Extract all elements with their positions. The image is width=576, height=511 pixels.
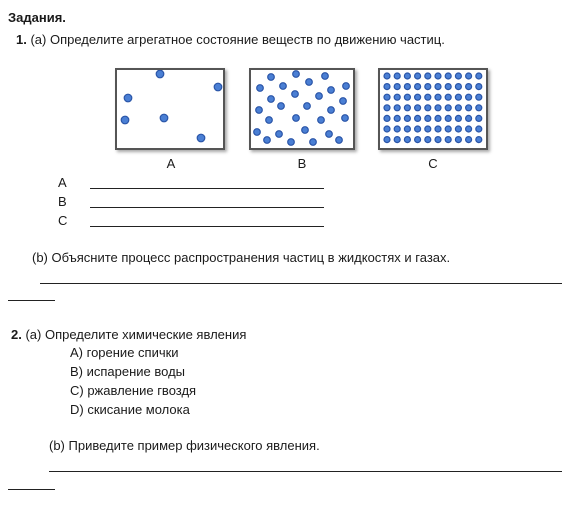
answer-label-c: C bbox=[58, 213, 68, 228]
solid-particle bbox=[384, 73, 390, 79]
answer-line-b[interactable] bbox=[90, 207, 324, 208]
solid-particle bbox=[384, 115, 390, 121]
liquid-particle bbox=[310, 139, 317, 146]
option-d: D) скисание молока bbox=[70, 402, 190, 417]
solid-particle bbox=[455, 73, 461, 79]
task2-prompt bbox=[11, 327, 246, 342]
solid-particle bbox=[384, 84, 390, 90]
solid-particle bbox=[466, 73, 472, 79]
solid-particle bbox=[445, 126, 451, 132]
solid-particle bbox=[435, 126, 441, 132]
solid-particle bbox=[445, 137, 451, 143]
solid-particle bbox=[455, 94, 461, 100]
answer-label-b: B bbox=[58, 194, 67, 209]
solid-particle bbox=[415, 73, 421, 79]
gas-particle bbox=[156, 70, 164, 78]
liquid-particle bbox=[336, 137, 343, 144]
liquid-particle bbox=[302, 127, 309, 134]
solid-particle bbox=[435, 137, 441, 143]
solid-particle bbox=[394, 94, 400, 100]
solid-particle bbox=[466, 115, 472, 121]
solid-particle bbox=[435, 105, 441, 111]
panel-c-solid bbox=[378, 68, 488, 150]
solid-particle bbox=[455, 126, 461, 132]
solid-particle bbox=[384, 137, 390, 143]
solid-particle bbox=[425, 105, 431, 111]
task1-part-a: (a) Определите агрегатное состояние веществ по движению частиц. bbox=[30, 32, 445, 47]
liquid-particle bbox=[293, 115, 300, 122]
liquid-particle bbox=[256, 107, 263, 114]
answer-line-c[interactable] bbox=[90, 226, 324, 227]
solid-particle bbox=[466, 105, 472, 111]
solid-particle bbox=[476, 94, 482, 100]
panel-label-c: C bbox=[428, 156, 438, 171]
panel-label-b: B bbox=[297, 156, 307, 171]
solid-particle bbox=[415, 115, 421, 121]
solid-particle bbox=[404, 137, 410, 143]
task2-part-b: (b) Приведите пример физического явления. bbox=[49, 438, 320, 453]
solid-particle bbox=[394, 115, 400, 121]
solid-particle bbox=[404, 126, 410, 132]
liquid-particle bbox=[328, 107, 335, 114]
page-heading: Задания. bbox=[8, 10, 66, 25]
task1-part-b: (b) Объясните процесс распространения частиц в жидкостях и газах. bbox=[32, 250, 451, 265]
solid-particle bbox=[415, 94, 421, 100]
task2-part-a: (a) Определите химические явления bbox=[25, 327, 247, 342]
task1-prompt bbox=[16, 32, 445, 47]
liquid-particles-icon bbox=[251, 70, 353, 148]
liquid-particle bbox=[266, 117, 273, 124]
solid-particle bbox=[445, 115, 451, 121]
solid-particle bbox=[394, 137, 400, 143]
answer-line-task1b-cont[interactable] bbox=[8, 300, 55, 301]
liquid-particle bbox=[278, 103, 285, 110]
answer-label-a: A bbox=[58, 175, 67, 190]
panel-label-a: A bbox=[166, 156, 176, 171]
option-a: A) горение спички bbox=[70, 345, 179, 360]
gas-particle bbox=[124, 94, 132, 102]
liquid-particle bbox=[304, 103, 311, 110]
liquid-particle bbox=[268, 74, 275, 81]
panel-a-gas bbox=[115, 68, 225, 150]
solid-particle bbox=[455, 115, 461, 121]
liquid-particle bbox=[292, 91, 299, 98]
liquid-particle bbox=[340, 98, 347, 105]
solid-particle bbox=[384, 105, 390, 111]
option-c: C) ржавление гвоздя bbox=[70, 383, 197, 398]
gas-particle bbox=[214, 83, 222, 91]
liquid-particle bbox=[343, 83, 350, 90]
solid-particle bbox=[455, 137, 461, 143]
solid-particle bbox=[455, 105, 461, 111]
solid-particle bbox=[394, 73, 400, 79]
liquid-particle bbox=[328, 87, 335, 94]
liquid-particle bbox=[316, 93, 323, 100]
solid-particle bbox=[435, 73, 441, 79]
solid-particles-icon bbox=[380, 70, 486, 148]
solid-particle bbox=[435, 115, 441, 121]
answer-line-a[interactable] bbox=[90, 188, 324, 189]
liquid-particle bbox=[288, 139, 295, 146]
solid-particle bbox=[445, 105, 451, 111]
gas-particle bbox=[197, 134, 205, 142]
solid-particle bbox=[415, 126, 421, 132]
solid-particle bbox=[404, 115, 410, 121]
liquid-particle bbox=[342, 115, 349, 122]
answer-line-task2b[interactable] bbox=[49, 471, 562, 472]
solid-particle bbox=[404, 94, 410, 100]
solid-particle bbox=[466, 126, 472, 132]
solid-particle bbox=[476, 126, 482, 132]
solid-particle bbox=[384, 126, 390, 132]
liquid-particle bbox=[264, 137, 271, 144]
solid-particle bbox=[466, 84, 472, 90]
task2-number: 2. bbox=[11, 327, 22, 342]
solid-particle bbox=[476, 84, 482, 90]
liquid-particle bbox=[268, 96, 275, 103]
solid-particle bbox=[425, 137, 431, 143]
solid-particle bbox=[425, 115, 431, 121]
solid-particle bbox=[476, 105, 482, 111]
solid-particle bbox=[425, 126, 431, 132]
answer-line-task1b[interactable] bbox=[40, 283, 562, 284]
solid-particle bbox=[415, 105, 421, 111]
panel-b-liquid bbox=[249, 68, 355, 150]
liquid-particle bbox=[318, 117, 325, 124]
liquid-particle bbox=[254, 129, 261, 136]
liquid-particle bbox=[276, 131, 283, 138]
solid-particle bbox=[394, 84, 400, 90]
answer-line-task2b-cont[interactable] bbox=[8, 489, 55, 490]
solid-particle bbox=[404, 73, 410, 79]
gas-particle bbox=[121, 116, 129, 124]
solid-particle bbox=[445, 84, 451, 90]
solid-particle bbox=[394, 105, 400, 111]
solid-particle bbox=[415, 137, 421, 143]
solid-particle bbox=[466, 137, 472, 143]
solid-particle bbox=[445, 73, 451, 79]
liquid-particle bbox=[322, 73, 329, 80]
option-b: B) испарение воды bbox=[70, 364, 186, 379]
solid-particle bbox=[394, 126, 400, 132]
solid-particle bbox=[455, 84, 461, 90]
liquid-particle bbox=[257, 85, 264, 92]
solid-particle bbox=[415, 84, 421, 90]
solid-particle bbox=[476, 137, 482, 143]
task1-number: 1. bbox=[16, 32, 27, 47]
liquid-particle bbox=[293, 71, 300, 78]
liquid-particle bbox=[306, 79, 313, 86]
gas-particle bbox=[160, 114, 168, 122]
solid-particle bbox=[425, 94, 431, 100]
liquid-particle bbox=[280, 83, 287, 90]
liquid-particle bbox=[326, 131, 333, 138]
solid-particle bbox=[435, 94, 441, 100]
solid-particle bbox=[445, 94, 451, 100]
solid-particle bbox=[466, 94, 472, 100]
gas-particles-icon bbox=[117, 70, 223, 148]
solid-particle bbox=[384, 94, 390, 100]
solid-particle bbox=[404, 105, 410, 111]
solid-particle bbox=[435, 84, 441, 90]
solid-particle bbox=[476, 73, 482, 79]
solid-particle bbox=[404, 84, 410, 90]
solid-particle bbox=[425, 73, 431, 79]
solid-particle bbox=[425, 84, 431, 90]
solid-particle bbox=[476, 115, 482, 121]
